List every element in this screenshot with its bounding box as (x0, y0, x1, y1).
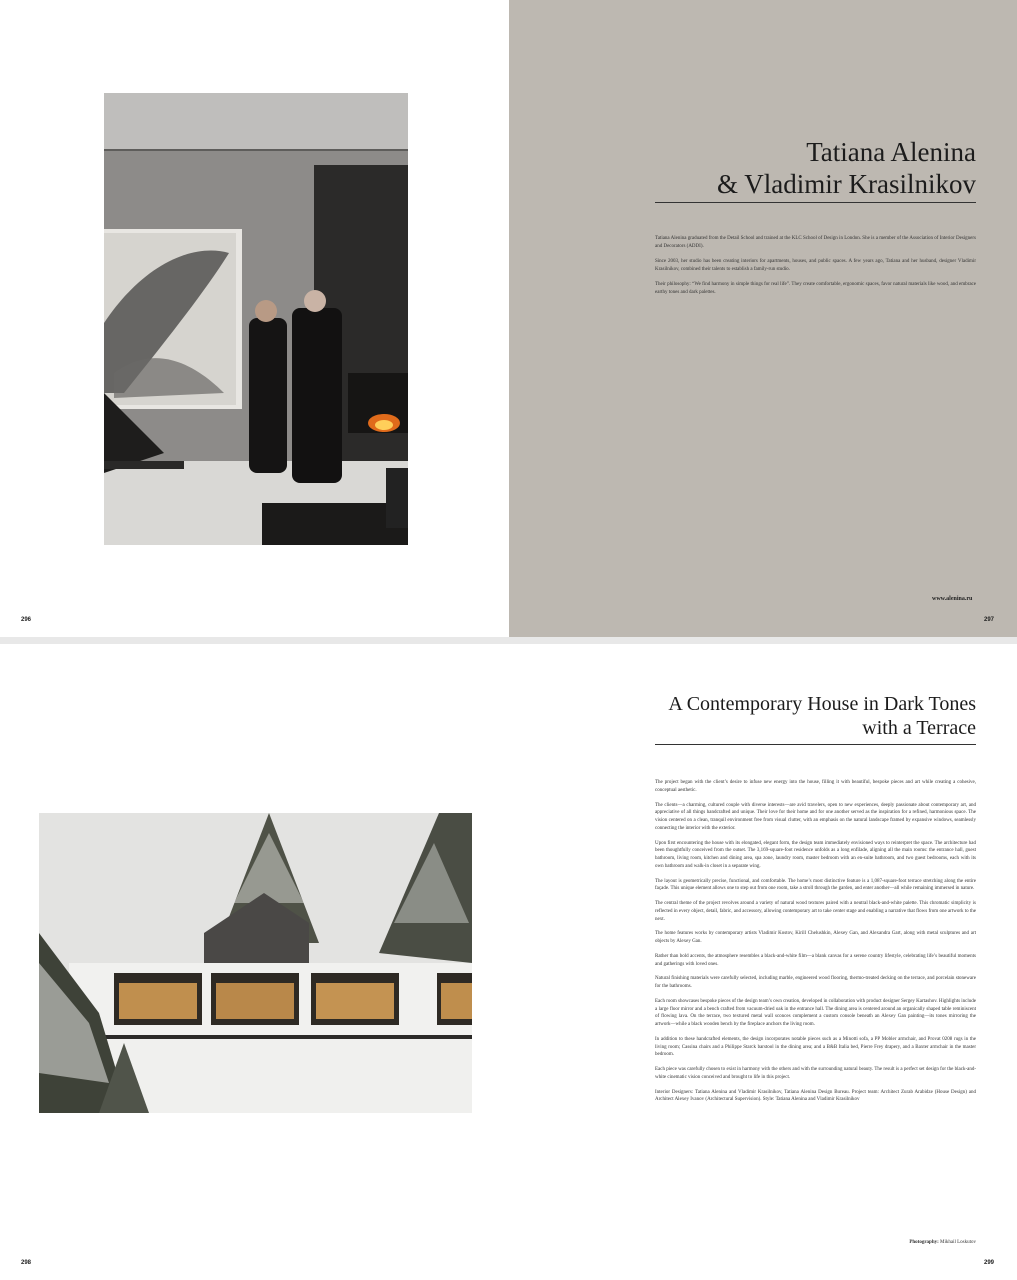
house-title-line1: A Contemporary House in Dark Tones (668, 693, 976, 715)
page-number-left: 296 (21, 617, 32, 623)
title-rule (655, 202, 976, 203)
page-number-right: 297 (984, 617, 995, 623)
photo-credit-name: Mikhail Loskutov (940, 1240, 976, 1245)
article-paragraph: Each piece was carefully chosen to exist in harmony with the others and with the surrounding natural beauty. The result is a perfect set design for the black-and-white cinematic vision conceived and brought to life in this project. (655, 1067, 976, 1080)
article-paragraph: Each room showcases bespoke pieces of the design team’s own creation, developed in collaboration with product designer Sergey Kartashov. Highlights include a large floor mirror and a bench crafted from vacuum-dried oak in the entrance hall. The dining area is centered around an organically shaped table reminiscent of flowing lava. On the terrace, two textured metal wall sconces complement a custom console beneath an Alexey Gan painting—its tones mirroring the artwork—while a black wooden bench by the fireplace anchors the living room. (655, 998, 976, 1027)
article-paragraph: The central theme of the project revolves around a variety of natural wood textures paired with a neutral black-and-white palette. This chromatic simplicity is reflected in every object, detail, fabric, and accessory, allowing contemporary art to take center stage and enabling a narrative that flows from one artwork to the next. (655, 901, 976, 922)
bio-paragraph: Since 2003, her studio has been creating interiors for apartments, houses, and public spaces. A few years ago, Tatiana and her husband, designer Vladimir Krasilnikov, combined their talents to establish a family-run studio. (655, 259, 976, 272)
photo-credit-label: Photography: (909, 1240, 939, 1245)
house-title-line2: with a Terrace (862, 717, 976, 739)
website-link[interactable]: www.alenina.ru (932, 596, 973, 602)
article-paragraph: The home features works by contemporary artists Vladimir Kostov, Kirill Chelushkin, Alexey Gan, and Alexandra Gart, along with metal sculptures and art objects by Alexey Gan. (655, 931, 976, 944)
spread-designers (0, 0, 1017, 637)
house-article-body (655, 779, 976, 1111)
bio-paragraph: Tatiana Alenina graduated from the Detail School and trained at the KLC School of Design in London. She is a member of the Association of Interior Designers and Decorators (ADDI). (655, 236, 976, 249)
house-exterior-photo (39, 813, 472, 1113)
bio-paragraph: Their philosophy: “We find harmony in simple things for real life”. They create comfortable, ergonomic spaces, favor natural materials like wood, and embrace earthy tones and dark palettes. (655, 282, 976, 295)
designers-portrait-photo (104, 93, 408, 545)
title-rule (655, 744, 976, 745)
photo-credit (800, 1240, 976, 1245)
house-title (600, 692, 976, 740)
designers-title-line1: Tatiana Alenina (806, 137, 976, 167)
article-paragraph: Interior Designers: Tatiana Alenina and Vladimir Krasilnikov, Tatiana Alenina Design Bureau. Project team: Architect Zurab Arabidze (House Design) and Architect Alexey Ivanov (Architectural Supervision). Style: Tatiana Alenina and Vladimir Krasilnikov (655, 1089, 976, 1103)
page-number-left: 298 (21, 1260, 32, 1266)
page-number-right: 299 (984, 1260, 995, 1266)
designers-title-line2: & Vladimir Krasilnikov (717, 169, 976, 200)
article-paragraph: Natural finishing materials were carefully selected, including marble, engineered wood flooring, thermo-treated decking on the terrace, and porcelain stoneware for the bathrooms. (655, 976, 976, 989)
designers-title (600, 136, 976, 201)
article-paragraph: The project began with the client’s desire to infuse new energy into the house, filling it with beautiful, bespoke pieces and art while creating a cohesive, conceptual aesthetic. (655, 780, 976, 793)
spread-house (0, 644, 1017, 1280)
designers-bio (655, 235, 976, 304)
right-page-background (509, 0, 1017, 637)
article-paragraph: Rather than bold accents, the atmosphere resembles a black-and-white film—a blank canvas for a serene country lifestyle, celebrating life’s beautiful moments and gatherings with loved ones. (655, 953, 976, 967)
article-paragraph: The layout is geometrically precise, functional, and comfortable. The home’s most distinctive feature is a 1,087-square-foot terrace stretching along the entire façade. This unique element allows one to step out from one room, take a stroll through the garden, and enter another—all while remaining immersed in nature. (655, 878, 976, 892)
article-paragraph: Upon first encountering the house with its elongated, elegant form, the design team immediately envisioned ways to reinterpret the space. The architecture had been thoughtfully conceived from the outset. The 3,169-square-foot residence unfolds as a long enfilade, aligning all the main rooms: the entrance hall, guest bathroom, living room, kitchen and dining area, spa zone, laundry room, master bedroom with an en-suite bathroom, and two guest bedrooms, each with its own bathroom and walk-in closet in a separate wing. (655, 840, 976, 869)
article-paragraph: In addition to these handcrafted elements, the design incorporates notable pieces such as a Minotti sofa, a PP Mobler armchair, and Provat 0208 rugs in the living room; Cassina chairs and a Philippe Starck barstool in the dining area; and a B&B Italia bed, Pierre Frey drapery, and a Baxter armchair in the master bedroom. (655, 1036, 976, 1058)
article-paragraph: The clients—a charming, cultured couple with diverse interests—are avid travelers, open to new experiences, deeply passionate about contemporary art, and appreciative of all things handcrafted and unique. Their love for their home and for one another served as the inspiration for a refined, harmonious space. The vision centered on a clean, tranquil environment free from visual clutter, with an emphasis on the natural landscape framed by expansive windows, seamlessly connecting the interior with the exterior. (655, 802, 976, 831)
